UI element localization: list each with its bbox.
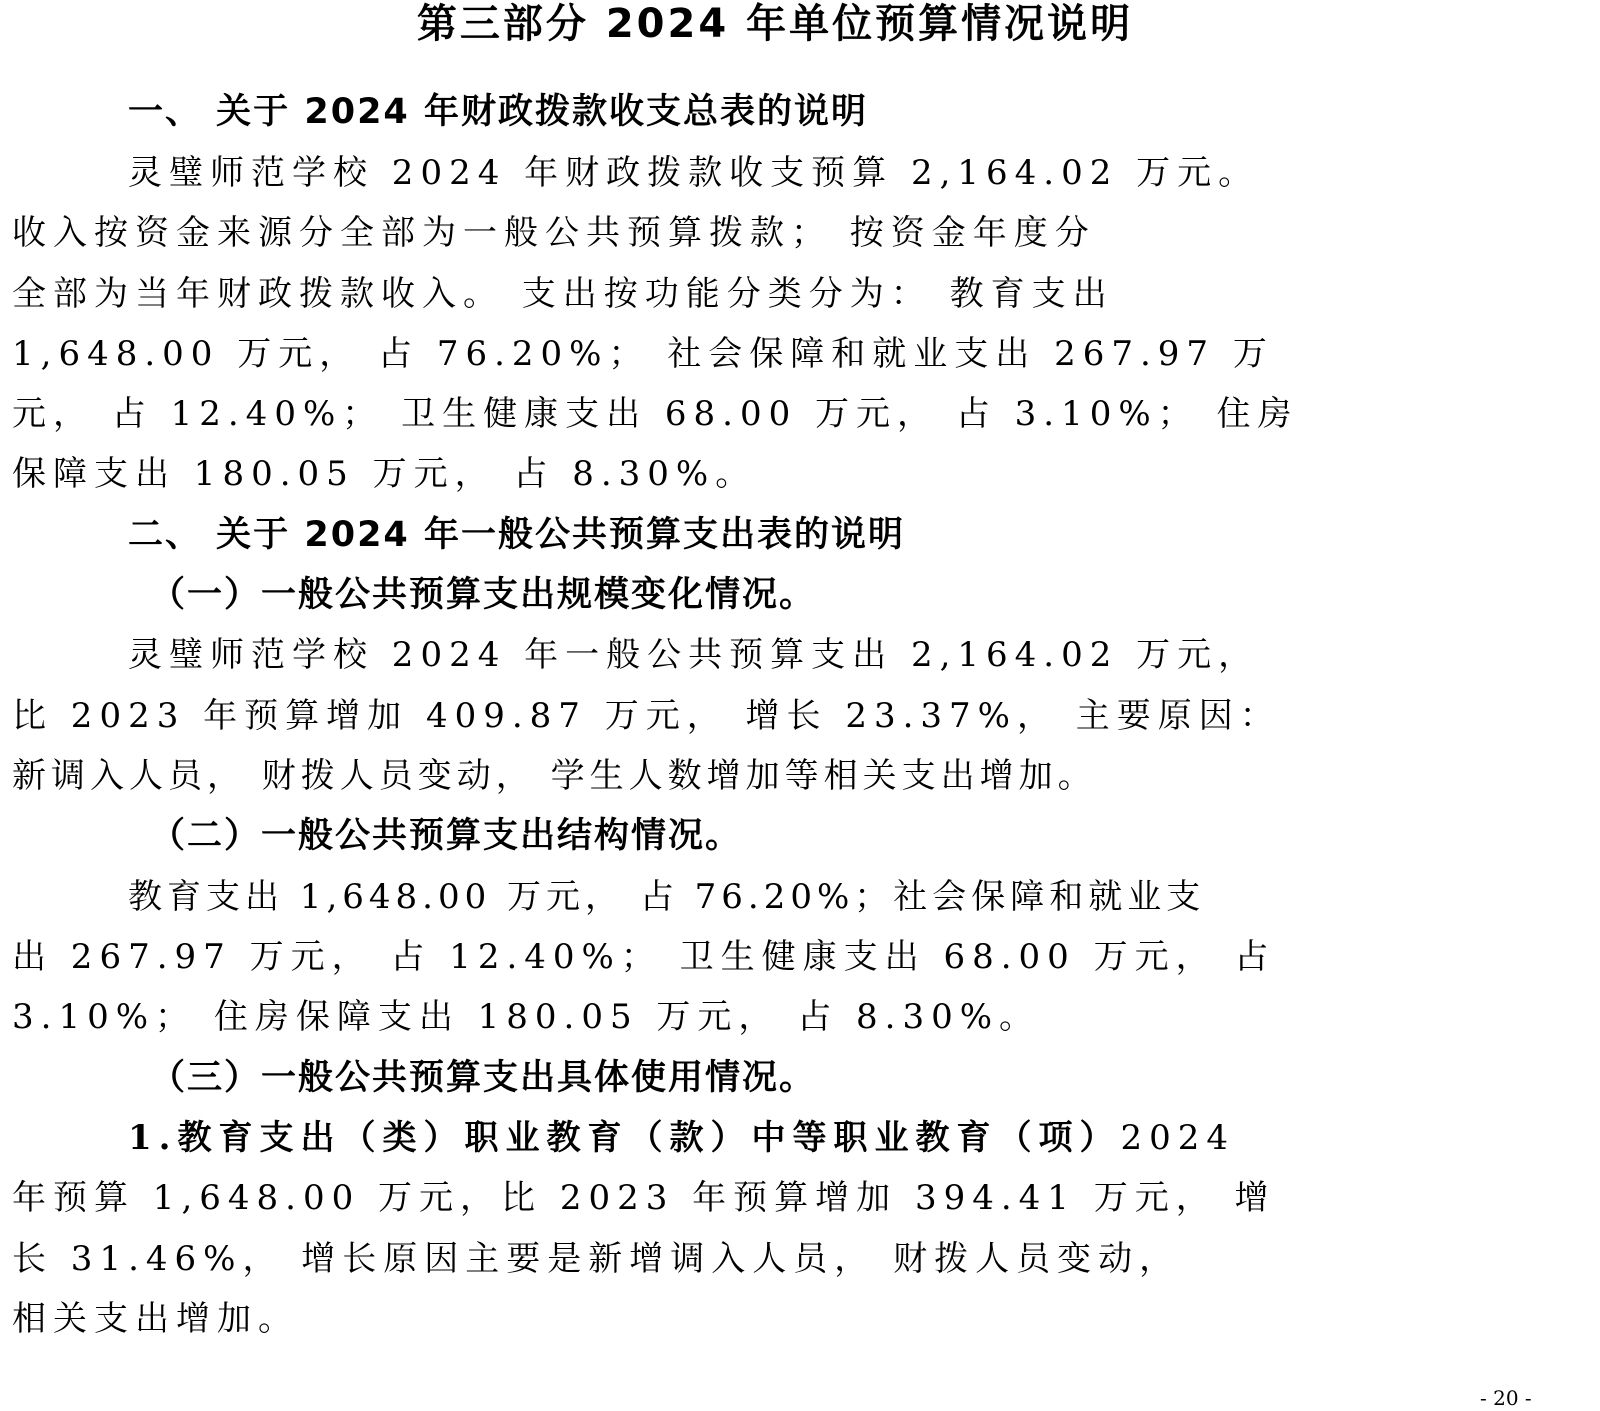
section-1-heading: 一、 关于 2024 年财政拨款收支总表的说明	[128, 92, 868, 132]
item-1-lead: 1.教育支出（类）职业教育（款）中等职业教育（项）	[128, 1118, 1121, 1158]
paragraph-line: 年预算 1,648.00 万元，比 2023 年预算增加 394.41 万元， 增	[12, 1178, 1276, 1218]
paragraph-line: 长 31.46%， 增长原因主要是新增调入人员， 财拨人员变动，	[12, 1239, 1181, 1279]
paragraph-line: 1,648.00 万元， 占 76.20%； 社会保障和就业支出 267.97 万	[12, 334, 1274, 374]
paragraph-line: 全部为当年财政拨款收入。 支出按功能分类分为： 教育支出	[12, 274, 1114, 314]
page-number: - 20 -	[1480, 1386, 1532, 1410]
section-2-heading: 二、 关于 2024 年一般公共预算支出表的说明	[128, 515, 905, 555]
paragraph-line: 比 2023 年预算增加 409.87 万元， 增长 23.37%， 主要原因：	[12, 696, 1281, 736]
paragraph-line: 保障支出 180.05 万元， 占 8.30%。	[12, 454, 757, 494]
paragraph-line: 教育支出 1,648.00 万元， 占 76.20%；社会保障和就业支	[128, 877, 1206, 917]
subsection-3-heading: （三）一般公共预算支出具体使用情况。	[150, 1058, 817, 1098]
paragraph-line: 新调入人员， 财拨人员变动， 学生人数增加等相关支出增加。	[12, 756, 1097, 796]
subsection-2-heading: （二）一般公共预算支出结构情况。	[150, 816, 743, 856]
paragraph-line	[128, 1118, 1235, 1158]
paragraph-line: 出 267.97 万元， 占 12.40%； 卫生健康支出 68.00 万元， 占	[12, 937, 1276, 977]
paragraph-line: 灵璧师范学校 2024 年一般公共预算支出 2,164.02 万元，	[128, 635, 1260, 675]
item-1-lead-year: 2024	[1120, 1118, 1236, 1158]
paragraph-line: 3.10%； 住房保障支出 180.05 万元， 占 8.30%。	[12, 997, 1041, 1037]
subsection-1-heading: （一）一般公共预算支出规模变化情况。	[150, 575, 817, 615]
paragraph-line: 灵璧师范学校 2024 年财政拨款收支预算 2,164.02 万元。	[128, 153, 1260, 193]
page-title: 第三部分 2024 年单位预算情况说明	[416, 1, 1134, 47]
paragraph-line: 收入按资金来源分全部为一般公共预算拨款； 按资金年度分	[12, 213, 1096, 253]
paragraph-line: 相关支出增加。	[12, 1299, 299, 1339]
paragraph-line: 元， 占 12.40%； 卫生健康支出 68.00 万元， 占 3.10%； 住房	[12, 394, 1299, 434]
